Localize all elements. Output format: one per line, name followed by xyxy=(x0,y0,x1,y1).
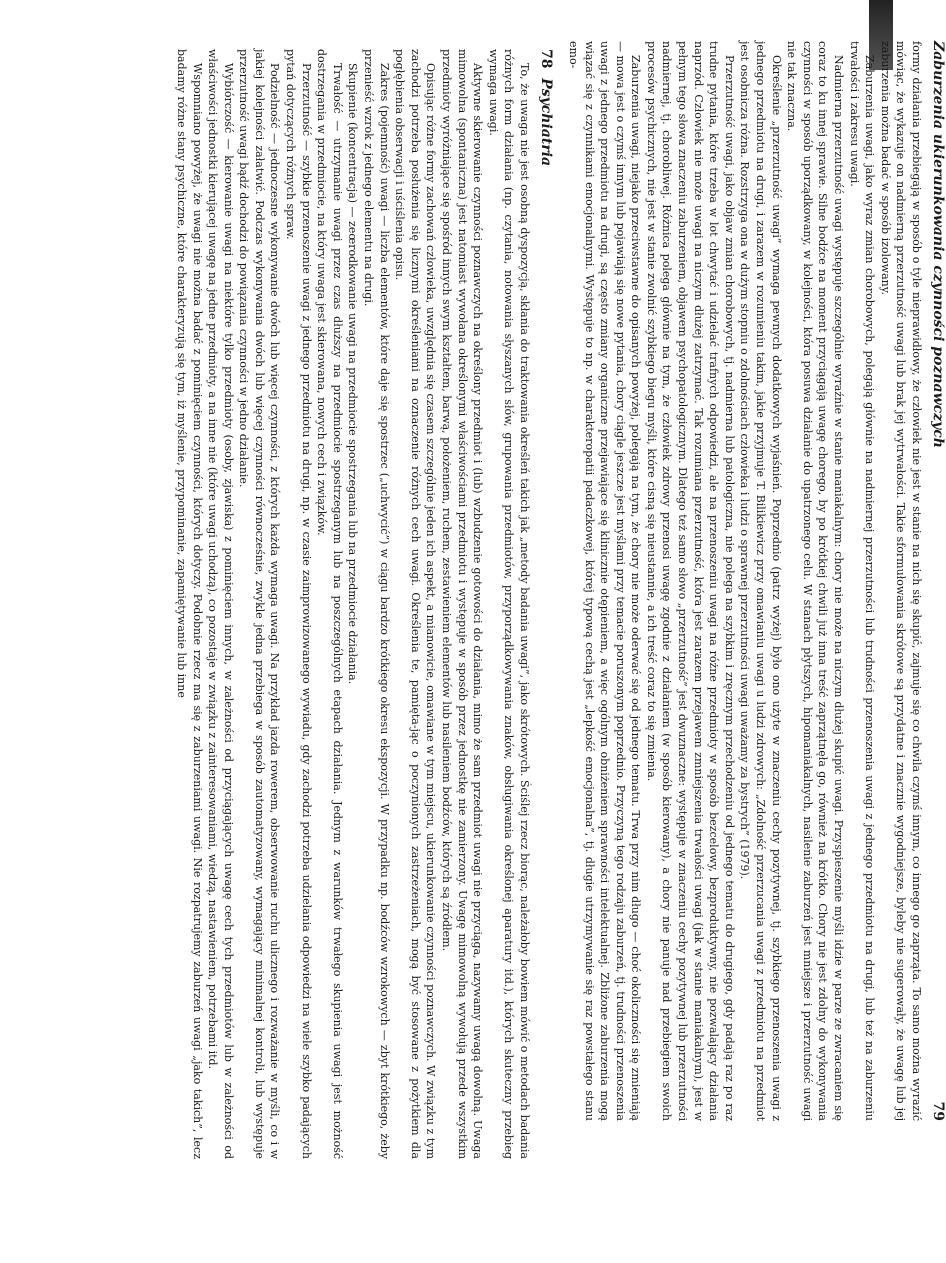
right-body-text xyxy=(565,41,924,1121)
paragraph: formy działania przebiegają w sposób o tyle nieprawidłowy, że człowiek nie jest w stanie na nich się skupić, zajmuje się co chwila czymś innym, co innego go zaprząta. To samo można wyrazić mówiąc, że wykazuje on nadmierną przerzutność uwagi lub brak jej wytrwałości. Takie sformułowania skrótowe są przydatne i znacznie wygodniejsze, byleby nie sugerowały, że uwagę lub jej zaburzenia można badać w sposób izolowany. xyxy=(878,41,923,1121)
paragraph: Określenie „przerzutność uwagi” wymaga pewnych dodatkowych wyjaśnień. Poprzednio (patrz wyżej) było ono użyte w znaczeniu cechy pozytywnej, tj. szybkiego przenoszenia uwagi z jednego przedmiotu na drugi, i zarazem w rozumieniu takim, jakie przyjmuje T. Bilikiewicz przy omawianiu uwagi u ludzi zdrowych: „Zdolność przerzucania uwagi z przedmiotu na przedmiot jest osobnicza różna. Rozstrzyga ona w dużym stopniu o zdolnościach człowieka i ludzi o sprawnej przerzutności uwagi uważamy za bystrych” (1979). xyxy=(738,41,783,1121)
paragraph: Opisując różne formy zachowań człowieka, uwzględnia się czasem szczególnie jeden ich aspekt, a mianowicie, omawiane w tym miejscu, ukierunkowanie czynności poznawczych. W związku z tym zachodzi potrzeba posłużenia się licznymi określeniami na oznaczenie różnych cech uwagi. Określenia te, pamięta-jąc o poczynionych zastrzeżeniach, mogą być stosowane z pożytkiem dla pogłębienia obserwacji i uściślenia opisu. xyxy=(393,49,438,1159)
paragraph: Podzielność — jednoczesne wykonywanie dwóch lub więcej czynności, z których każda wymaga uwagi. Na przykład jazda rowerem, obserwowanie ruchu ulicznego i rozważanie w myśli, co i w jakiej kolejności załatwić. Podczas wykonywania dwóch lub więcej czynności równocześnie, zwykle jedna przebiega w sposób zautomatyzowany, wymagający minimalnej kontroli, lub występuje przerzutność uwagi bądź dochodzi do powiązania czynności w jedno działanie. xyxy=(237,49,282,1159)
right-running-head xyxy=(930,41,946,1121)
paragraph: Zakres (pojemność) uwagi — liczba elementów, które daje się spostrzec („uchwycić”) w ciągu bardzo krótkiego okresu ekspozycji. W przypadku np. bodźców wzrokowych — zbyt krótkiego, żeby przenieść wzrok z jednego elementu na drugi. xyxy=(362,49,391,1159)
paragraph: Nadmierna przerzutność uwagi występuje szczególnie wyraźnie w stanie maniakalnym: chory nie może na niczym dłużej skupić uwagi. Przyspieszenie myśli idzie w parze ze zwracaniem się coraz to ku innej sprawie. Silne bodźce na moment przyciągają uwagę chorego, by po krótkiej chwili już inna treść zaprzątnęła go, również na krótko. Chory nie jest zdolny do wykonywania czynności w sposób uporządkowany, w kolejności, która posuwa działanie do upatrzonego celu. W stanach płytszych, hipomaniakalnych, nasilenie zaburzeń jest mniejsze i przerzutność uwagi nie tak znaczna. xyxy=(785,41,846,1121)
paragraph: Trwałość — utrzymanie uwagi przez czas dłuższy na przedmiocie spostrzeganym lub na poszczególnych etapach działania. Jednym z warunków trwałego skupienia uwagi jest możność dostrzegania w przedmiocie, na który uwaga jest skierowana, nowych cech i związków. xyxy=(315,49,344,1159)
paragraph: Przerzutność — szybkie przenoszenie uwagi z jednego przedmiotu na drugi, np. w czasie zaimprowizowanego wywiadu, gdy zachodzi potrzeba udzielania odpowiedzi na wiele szybko padających pytań dotyczących różnych spraw. xyxy=(284,49,313,1159)
left-page-number: 78 xyxy=(538,49,554,69)
paragraph: Wybiórczość — kierowanie uwagi na niektóre tylko przedmioty (osoby, zjawiska) z pominięciem innych, w zależności od przyciągających uwagę cech tych przedmiotów lub w zależności od właściwości jednostki kierującej uwagę na jedne przedmioty, a na inne nie (które uwagi uchodzą), co pozostaje w związku z zainteresowaniami, wiedzą, nastawieniem, potrzebami itd. xyxy=(206,49,235,1159)
paragraph: Przerzutność uwagi, jako objaw zmian chorobowych, tj. nadmierna lub patologiczna, nie polega na szybkim i zręcznym przechodzeniu od jednego tematu do drugiego, gdy padają raz po raz trudne pytania, które trzeba w lot chwytać i udzielać trafnych odpowiedzi, ale na przenoszeniu uwagi na różne przedmioty w sposób bezcelowy, bezproduktywny, nie pozwalający działania naprzód. Człowiek nie może uwagi na niczym dłużej zatrzymać. Tak rozumiana przerzutność, która jest zarazem przejawem zmniejszenia trwałości uwagi (jak w stanie maniakalnym), jest w pełnym tego słowa znaczeniu zaburzeniem, objawem psychopatologicznym. Dlatego też samo słowo „przerzutność” jest dwuznaczne: występuje w znaczeniu cechy pozytywnej lub przerzutności nadmiernej, tj. chorobliwej. Różnica polega głównie na tym, że człowiek zdrowy przenosi uwagę zgodnie z działaniem (w sposób kierowany), a chory nie panuje nad przebiegiem swoich procesów psychicznych, nie jest w stanie zwolnić szybkiego biegu myśli, które cisną się nieustannie, a ich treść coraz to się zmienia. xyxy=(644,41,736,1121)
paragraph: Zaburzenia uwagi, jako wyraz zmian chorobowych, polegają głównie na nadmiernej przerzutności lub trudności przenoszenia uwagi z jednego przedmiotu na drugi, lub też na zaburzeniu trwałości i zakresu uwagi. xyxy=(847,41,877,1121)
paragraph: Wspomniano powyżej, że uwagi nie można badać z pominięciem czynności, których dotyczy. Podobnie rzecz ma się z zaburzeniami uwagi. Nie rozpatrujemy zaburzeń uwagi „jako takich”, lecz badamy różne stany psychiczne, które charakteryzują się tym, iż myślenie, przypominanie, zapamiętywanie lub inne xyxy=(174,49,204,1159)
paragraph: To, że uwaga nie jest osobną dyspozycją, skłania do traktowania określeń takich jak „metody badania uwagi”, jako skrótowych. Ściślej rzecz biorąc, należałoby bowiem mówić o metodach badania różnych form działania (np. czytania, notowania słyszanych słów, grupowania przedmiotów, przyporządkowywania znaków, obsługiwania określonej aparatury itd.), których skuteczny przebieg wymaga uwagi. xyxy=(486,49,531,1159)
paragraph: Skupienie (koncentracja) — zeœrodkowanie uwagi na przedmiocie spostrzegania lub na przedmiocie działania. xyxy=(346,63,360,685)
left-body-text xyxy=(173,49,532,1159)
paragraph: Aktywne skierowanie czynności poznawczych na określony przedmiot i (lub) wzbudzenie gotowości do działania, mimo że sam przedmiot uwagi nie przyciąga, nazywamy uwagą dowolną. Uwaga mimowolna (spontaniczna) jest natomiast wywołana określonymi właściwościami przedmiotu i występuje w sposób przez jednostkę nie zamierzony. Uwagę mimowolną wywołują przede wszystkim przedmioty wyróżniające się spośród innych swym kształtem, barwą, położeniem, ruchem, zestawieniem elementów lub nasileniem bodźców, których są źródłem. xyxy=(440,49,485,1159)
left-page xyxy=(0,49,554,1159)
right-page xyxy=(506,41,946,1121)
right-running-title: Zaburzenia ukierunkowania czynności poznawczych xyxy=(930,41,946,448)
left-running-title: Psychiatria xyxy=(538,78,554,167)
paragraph: Zaburzenia uwagi, niejako przeciwstawne do opisanych powyżej, polegają na tym, że chory nie może oderwać się od jednego tematu. Trwa przy nim długo — choć okoliczności się zmieniają — mowa jest o czymś innym lub pojawiają się nowe pytania, chory ciągle jeszcze jest myślami przy temacie poruszonym poprzednio. Przyczyną tego rodzaju zaburzeń, tj. trudności przenoszenia uwagi z jednego przedmiotu na drugi, są często zmiany organiczne przejawiające się klinicznie otępieniem, a więc ogólnym obniżeniem sprawności intelektualnej. Zbliżone zaburzenia mogą wiązać się z czynnikami emocjonalnymi. Występuje to np. w charakteropatii padaczkowej, której typową cechą jest „lepkość emocjonalna”, tj. długie utrzymywanie się raz powstałego stanu emo- xyxy=(566,41,643,1121)
right-page-number: 79 xyxy=(930,1101,946,1121)
